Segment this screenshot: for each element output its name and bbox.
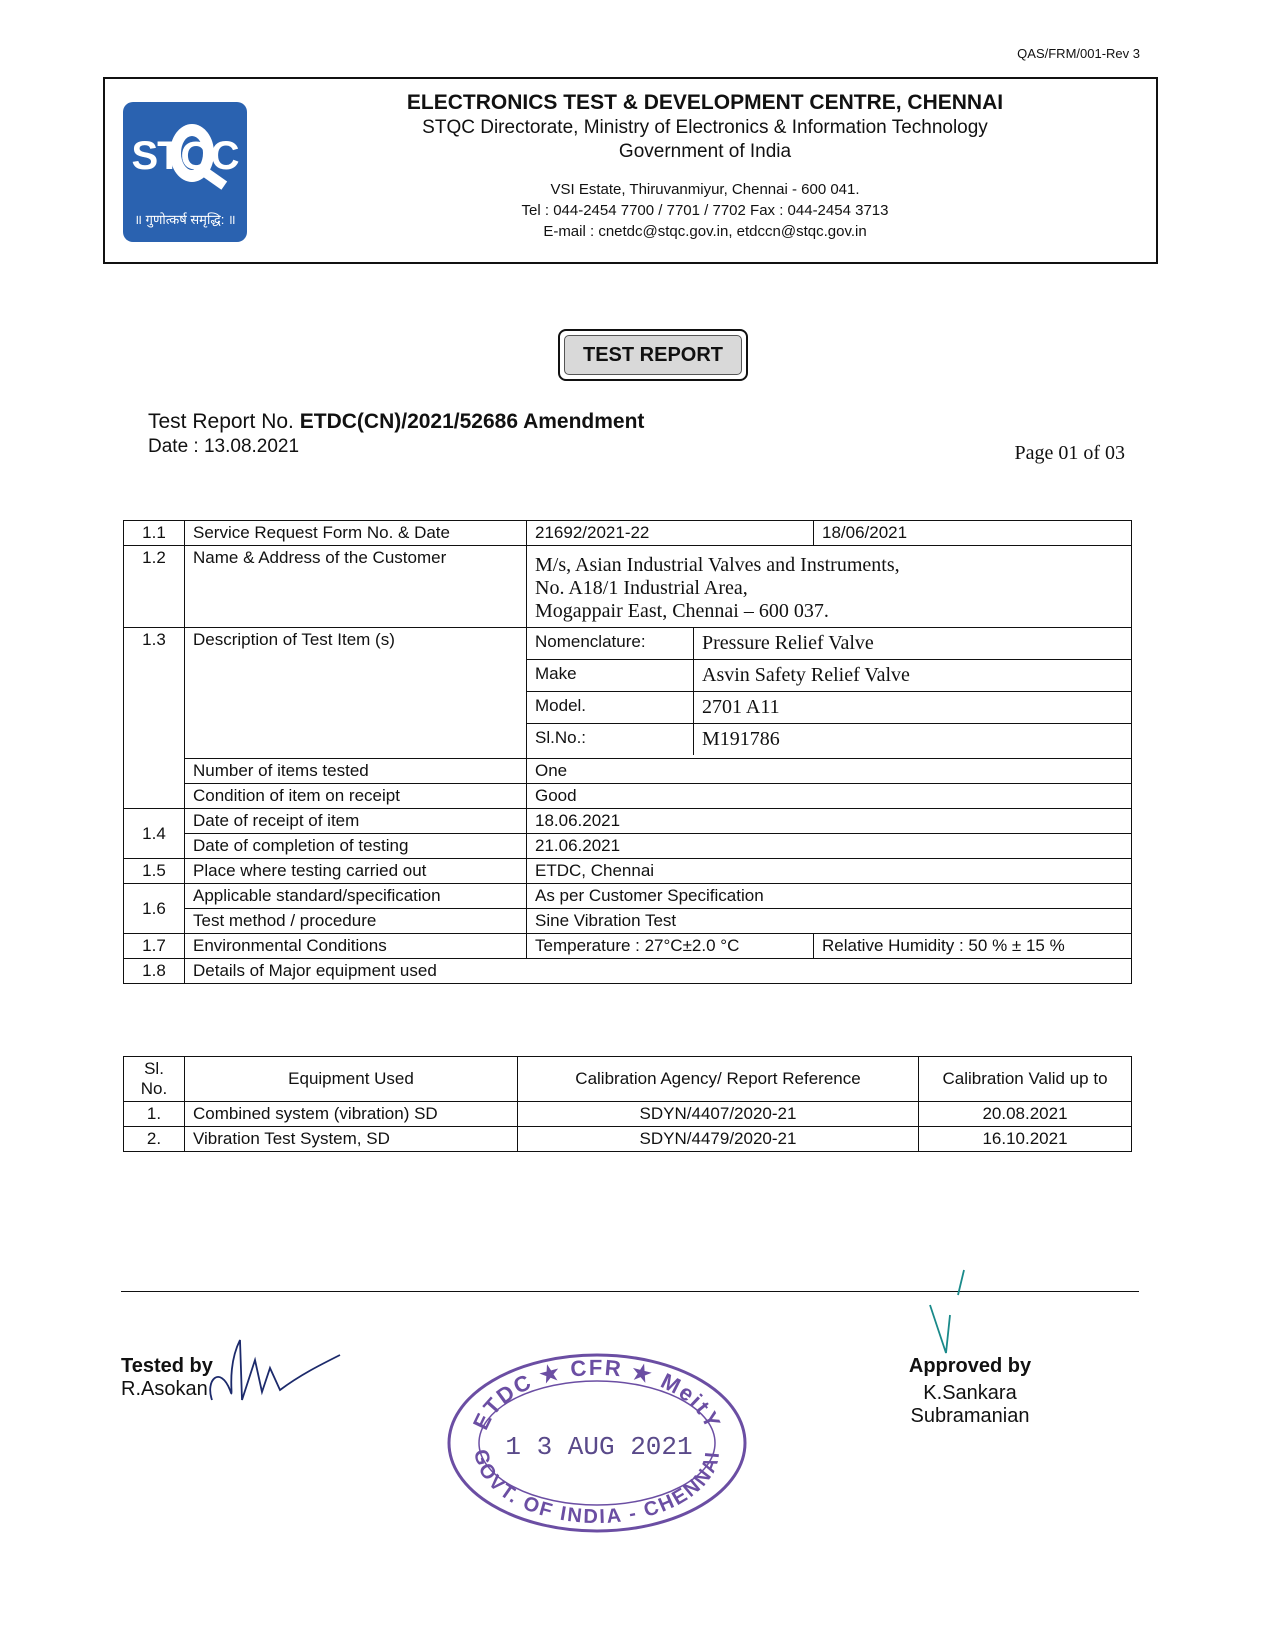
item-value: M191786 bbox=[694, 724, 1132, 756]
column-header: Sl. No. bbox=[124, 1057, 185, 1102]
calibration-ref: SDYN/4407/2020-21 bbox=[518, 1102, 919, 1127]
directorate: STQC Directorate, Ministry of Electronics & Information Technology bbox=[422, 117, 988, 138]
items-tested-value: One bbox=[527, 759, 1132, 784]
report-number-value: ETDC(CN)/2021/52686 Amendment bbox=[299, 410, 645, 433]
stamp-top-text: ETDC ★ CFR ★ MeitY bbox=[467, 1354, 727, 1434]
row-label: Number of items tested bbox=[185, 759, 527, 784]
row-label: Condition of item on receipt bbox=[185, 784, 527, 809]
row-1-6a bbox=[124, 884, 1132, 909]
equipment-no: 1. bbox=[124, 1102, 185, 1127]
row-no: 1.5 bbox=[124, 859, 185, 884]
row-label: Test method / procedure bbox=[185, 909, 527, 934]
srf-number: 21692/2021-22 bbox=[527, 521, 814, 546]
row-1-3 bbox=[124, 628, 1132, 759]
svg-text:ETDC ★ CFR ★ MeitY bbox=[468, 1355, 726, 1434]
telephone: Tel : 044-2454 7700 / 7701 / 7702 Fax : 044-2454 3713 bbox=[521, 202, 889, 219]
item-row bbox=[527, 724, 1131, 756]
stamp-date: 1 3 AUG 2021 bbox=[505, 1432, 693, 1462]
row-1-6b bbox=[124, 909, 1132, 934]
report-date: Date : 13.08.2021 bbox=[148, 436, 300, 457]
calibration-valid: 16.10.2021 bbox=[919, 1127, 1132, 1152]
page-number: Page 01 of 03 bbox=[1014, 442, 1125, 464]
report-number-label: Test Report No. bbox=[148, 410, 294, 433]
address-line: M/s, Asian Industrial Valves and Instruments, bbox=[535, 554, 900, 576]
equipment-table bbox=[123, 1056, 1132, 1152]
item-description-table bbox=[527, 628, 1131, 755]
item-row bbox=[527, 660, 1131, 692]
receipt-date: 18.06.2021 bbox=[527, 809, 1132, 834]
details-table bbox=[123, 520, 1132, 984]
row-1-4a bbox=[124, 809, 1132, 834]
row-label: Environmental Conditions bbox=[185, 934, 527, 959]
calibration-valid: 20.08.2021 bbox=[919, 1102, 1132, 1127]
row-label: Description of Test Item (s) bbox=[185, 628, 527, 759]
item-value: Pressure Relief Valve bbox=[694, 628, 1132, 660]
column-header: Equipment Used bbox=[185, 1057, 518, 1102]
row-no: 1.3 bbox=[124, 628, 185, 809]
equipment-row bbox=[124, 1127, 1132, 1152]
row-1-7 bbox=[124, 934, 1132, 959]
report-title-box bbox=[558, 329, 748, 381]
row-label: Name & Address of the Customer bbox=[185, 546, 527, 628]
test-place: ETDC, Chennai bbox=[527, 859, 1132, 884]
row-items-tested bbox=[124, 759, 1132, 784]
row-1-4b bbox=[124, 834, 1132, 859]
org-name: ELECTRONICS TEST & DEVELOPMENT CENTRE, CHENNAI bbox=[406, 91, 1004, 114]
row-label: Details of Major equipment used bbox=[185, 959, 1132, 984]
stqc-logo bbox=[123, 102, 247, 242]
report-title: TEST REPORT bbox=[564, 335, 742, 375]
column-header: Calibration Valid up to bbox=[919, 1057, 1132, 1102]
item-description bbox=[527, 628, 1132, 759]
item-value: 2701 A11 bbox=[694, 692, 1132, 724]
item-key: Model. bbox=[527, 692, 694, 724]
row-no: 1.8 bbox=[124, 959, 185, 984]
item-key: Nomenclature: bbox=[527, 628, 694, 660]
column-header: Calibration Agency/ Report Reference bbox=[518, 1057, 919, 1102]
stamp-bottom-text: GOVT. OF INDIA - CHENNAI bbox=[469, 1447, 725, 1529]
method-value: Sine Vibration Test bbox=[527, 909, 1132, 934]
temperature: Temperature : 27°C±2.0 °C bbox=[527, 934, 814, 959]
address: VSI Estate, Thiruvanmiyur, Chennai - 600 041. bbox=[550, 181, 860, 198]
row-1-2 bbox=[124, 546, 1132, 628]
equipment-header bbox=[124, 1057, 1132, 1102]
government: Government of India bbox=[618, 141, 792, 162]
equipment-no: 2. bbox=[124, 1127, 185, 1152]
form-code: QAS/FRM/001-Rev 3 bbox=[1017, 46, 1140, 61]
tested-signature bbox=[200, 1330, 350, 1410]
row-label: Applicable standard/specification bbox=[185, 884, 527, 909]
logo-letters: STQC bbox=[131, 134, 239, 178]
email: E-mail : cnetdc@stqc.gov.in, etdccn@stqc.gov.in bbox=[543, 223, 867, 240]
date-stamp bbox=[445, 1351, 750, 1536]
row-condition bbox=[124, 784, 1132, 809]
approved-signature bbox=[920, 1265, 980, 1365]
row-label: Place where testing carried out bbox=[185, 859, 527, 884]
row-no: 1.6 bbox=[124, 884, 185, 934]
srf-date: 18/06/2021 bbox=[814, 521, 1132, 546]
humidity: Relative Humidity : 50 % ± 15 % bbox=[814, 934, 1132, 959]
row-label: Service Request Form No. & Date bbox=[185, 521, 527, 546]
approved-by-label: Approved by bbox=[908, 1355, 1032, 1377]
completion-date: 21.06.2021 bbox=[527, 834, 1132, 859]
equipment-row bbox=[124, 1102, 1132, 1127]
equipment-name: Combined system (vibration) SD bbox=[185, 1102, 518, 1127]
customer-address bbox=[527, 546, 1132, 628]
equipment-name: Vibration Test System, SD bbox=[185, 1127, 518, 1152]
row-no: 1.4 bbox=[124, 809, 185, 859]
letterhead bbox=[103, 77, 1158, 264]
row-1-1 bbox=[124, 521, 1132, 546]
row-no: 1.7 bbox=[124, 934, 185, 959]
condition-value: Good bbox=[527, 784, 1132, 809]
item-key: Sl.No.: bbox=[527, 724, 694, 756]
tested-by-name: R.Asokan bbox=[121, 1378, 208, 1400]
approved-by bbox=[870, 1355, 1070, 1428]
signature-rule bbox=[121, 1291, 1139, 1292]
letterhead-text bbox=[265, 89, 1145, 242]
standard-value: As per Customer Specification bbox=[527, 884, 1132, 909]
row-1-5 bbox=[124, 859, 1132, 884]
row-no: 1.1 bbox=[124, 521, 185, 546]
row-1-8 bbox=[124, 959, 1132, 984]
logo-motto: ॥ गुणोत्कर्ष समृद्धि: ॥ bbox=[134, 212, 236, 227]
item-row bbox=[527, 628, 1131, 660]
address-line: No. A18/1 Industrial Area, bbox=[535, 577, 748, 599]
address-line: Mogappair East, Chennai – 600 037. bbox=[535, 600, 829, 622]
item-key: Make bbox=[527, 660, 694, 692]
row-label: Date of completion of testing bbox=[185, 834, 527, 859]
row-no: 1.2 bbox=[124, 546, 185, 628]
report-number bbox=[148, 410, 644, 434]
tested-by-label: Tested by bbox=[121, 1355, 213, 1377]
item-value: Asvin Safety Relief Valve bbox=[694, 660, 1132, 692]
calibration-ref: SDYN/4479/2020-21 bbox=[518, 1127, 919, 1152]
item-row bbox=[527, 692, 1131, 724]
approved-by-name: K.Sankara Subramanian bbox=[910, 1382, 1030, 1427]
row-label: Date of receipt of item bbox=[185, 809, 527, 834]
